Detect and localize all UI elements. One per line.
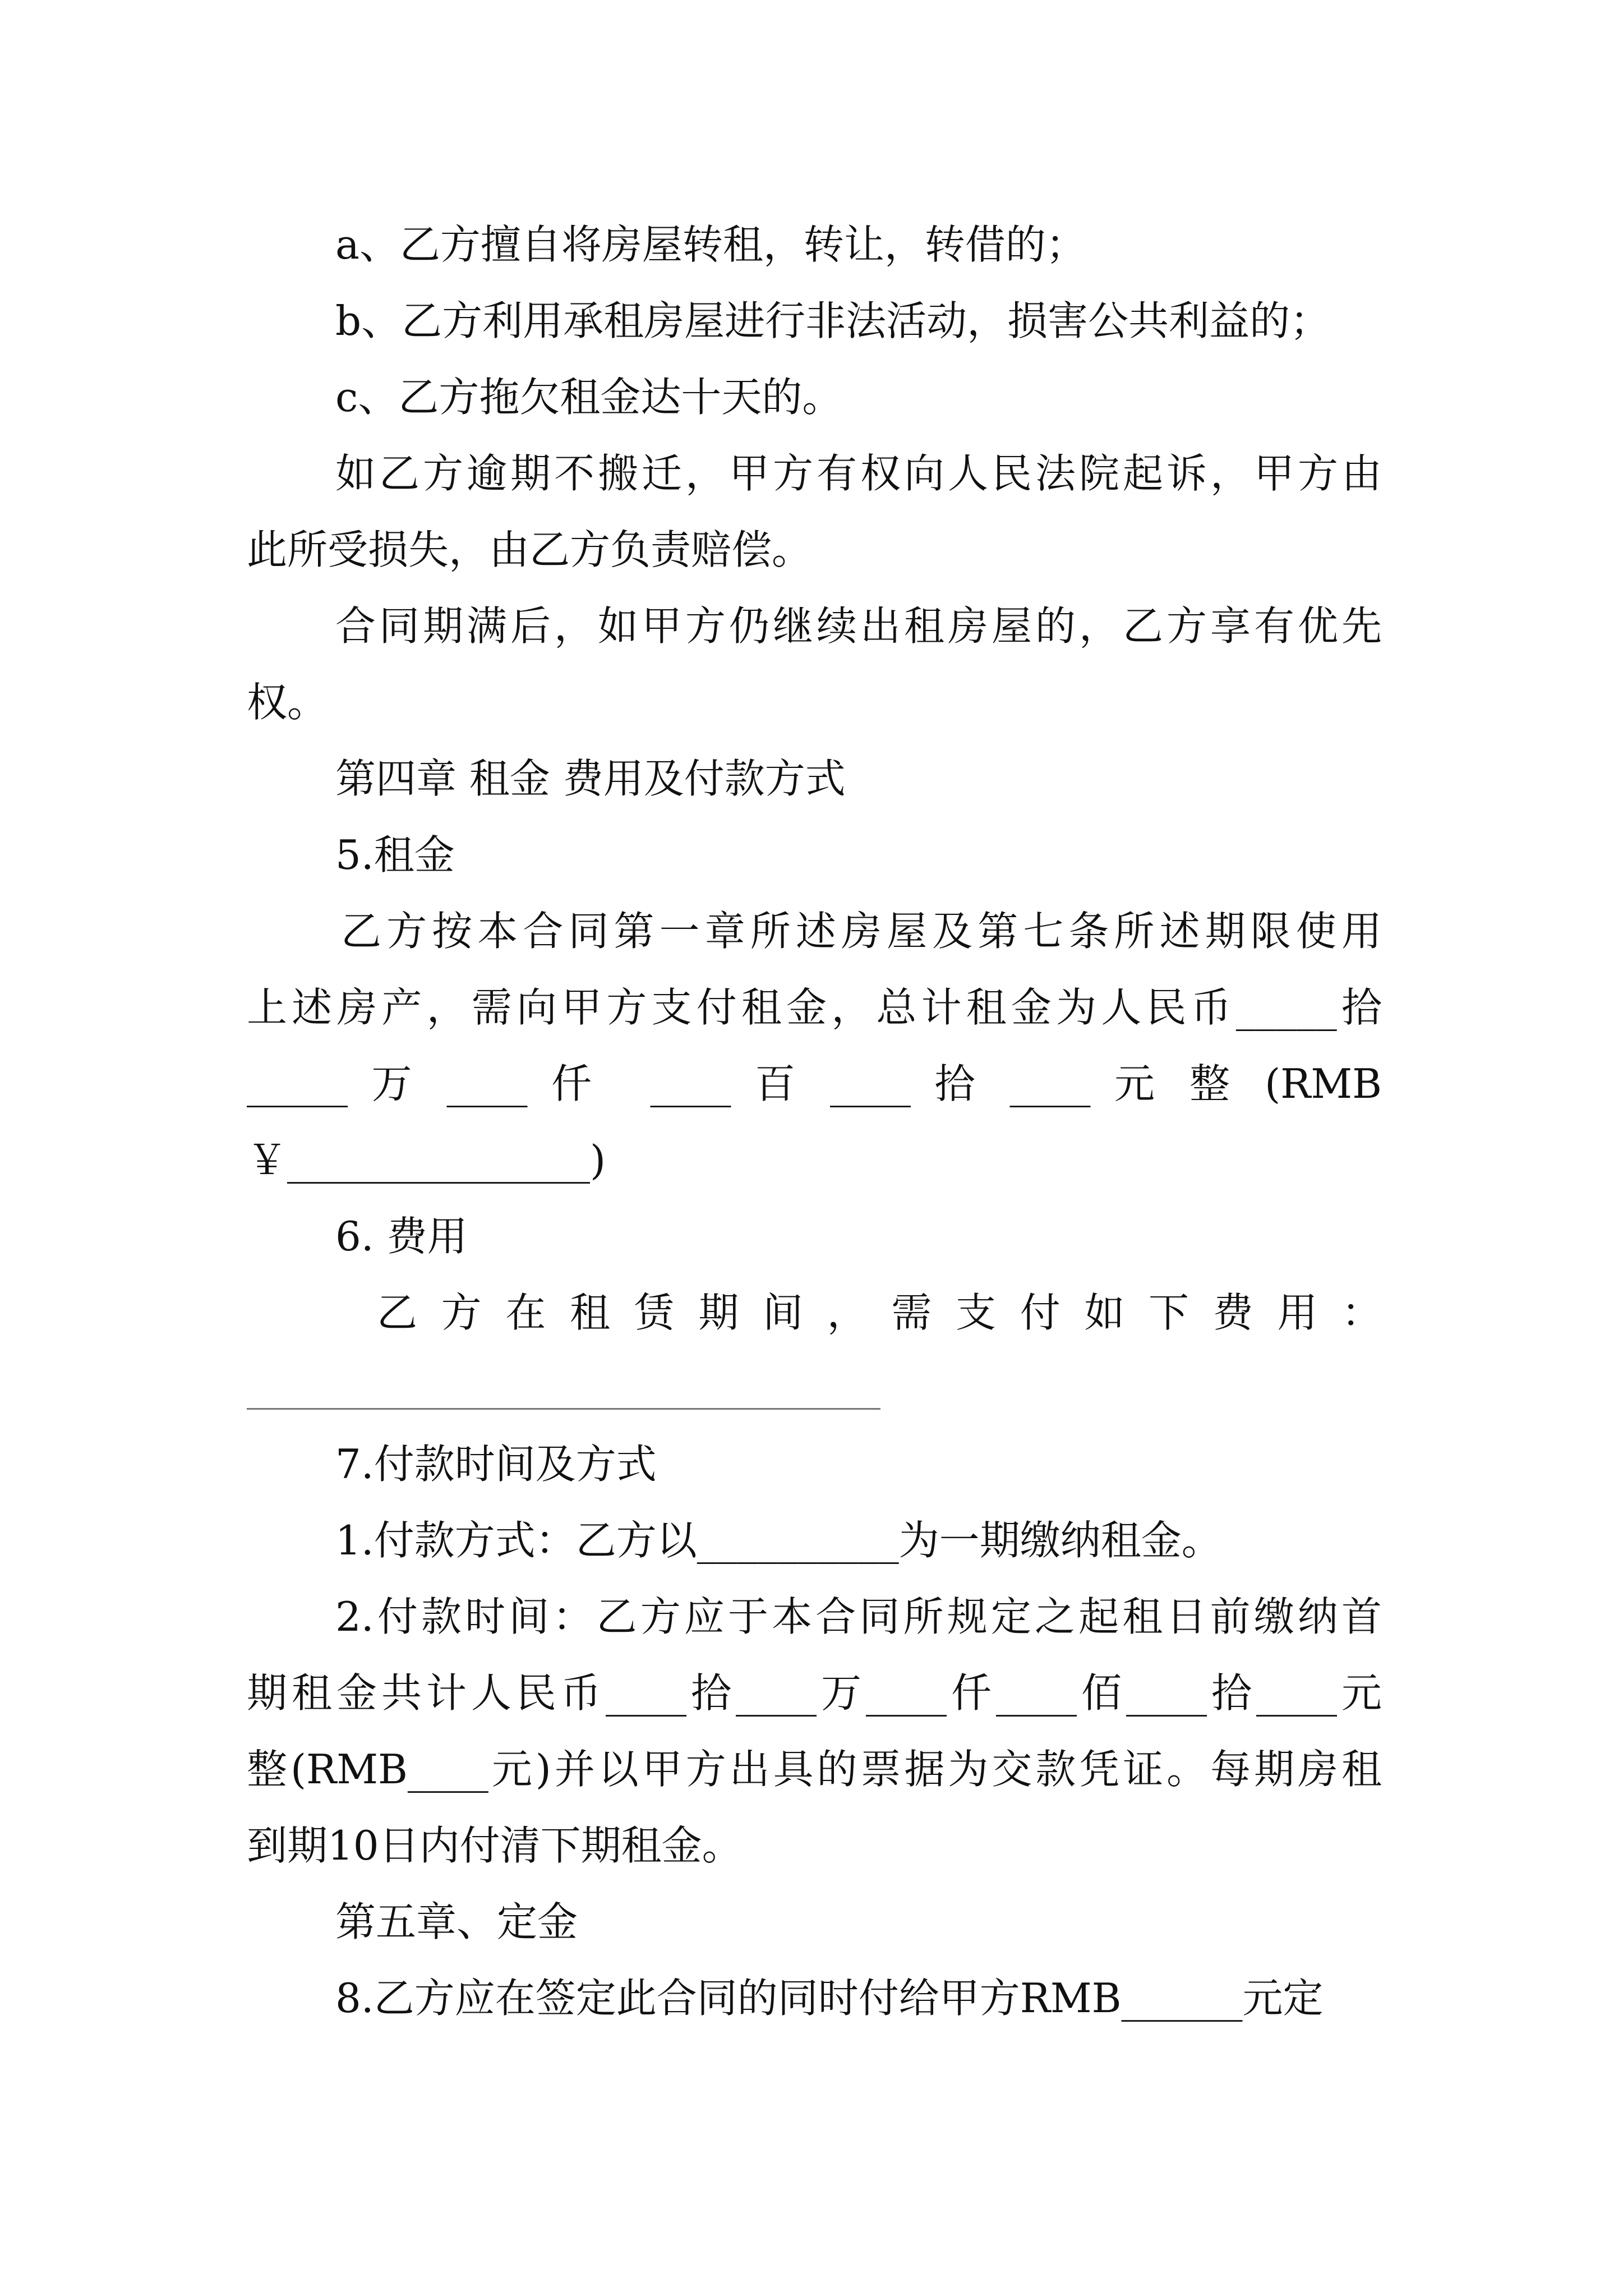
section-heading: 7.付款时间及方式 — [335, 1441, 657, 1488]
paragraph-line: 合同期满后，如甲方仍继续出租房屋的，乙方享有优先 — [335, 602, 1382, 650]
paragraph-line: 1.付款方式：乙方以__________为一期缴纳租金。 — [335, 1517, 1222, 1564]
blank-underline — [247, 1408, 880, 1410]
paragraph-line: 上述房产，需向甲方支付租金，总计租金为人民币_____拾 — [247, 984, 1382, 1031]
clause-c: c、乙方拖欠租金达十天的。 — [335, 374, 843, 421]
paragraph-line: 8.乙方应在签定此合同的同时付给甲方RMB______元定 — [335, 1975, 1324, 2022]
paragraph-line: 此所受损失，由乙方负责赔偿。 — [247, 526, 813, 573]
paragraph-line: 权。 — [247, 679, 328, 726]
paragraph-line: 乙方按本合同第一章所述房屋及第七条所述期限使用 — [341, 908, 1382, 955]
paragraph-line: 乙方在租赁期间，需支付如下费用： — [377, 1289, 1382, 1336]
section-heading: 5.租金 — [335, 831, 455, 878]
section-heading: 6. 费用 — [335, 1213, 468, 1260]
paragraph-line: 如乙方逾期不搬迁，甲方有权向人民法院起诉，甲方由 — [335, 450, 1382, 497]
paragraph-line: 2.付款时间：乙方应于本合同所规定之起租日前缴纳首 — [335, 1593, 1382, 1640]
paragraph-line: 整(RMB____元)并以甲方出具的票据为交款凭证。每期房租 — [247, 1746, 1382, 1793]
chapter-heading: 第五章、定金 — [335, 1898, 578, 1945]
clause-a: a、乙方擅自将房屋转租，转让，转借的； — [335, 221, 1086, 268]
paragraph-line: 期租金共计人民币____拾____万____仟____佰____拾____元 — [247, 1669, 1382, 1717]
clause-b: b、乙方利用承租房屋进行非法活动，损害公共利益的； — [335, 297, 1331, 344]
chapter-heading: 第四章 租金 费用及付款方式 — [335, 755, 846, 802]
paragraph-line: _____ 万 ____ 仟 ____ 百 ____ 拾 ____ 元 整 (RMB — [247, 1060, 1382, 1107]
paragraph-line: 到期10日内付清下期租金。 — [247, 1822, 743, 1869]
paragraph-line: ￥_______________) — [247, 1137, 606, 1184]
